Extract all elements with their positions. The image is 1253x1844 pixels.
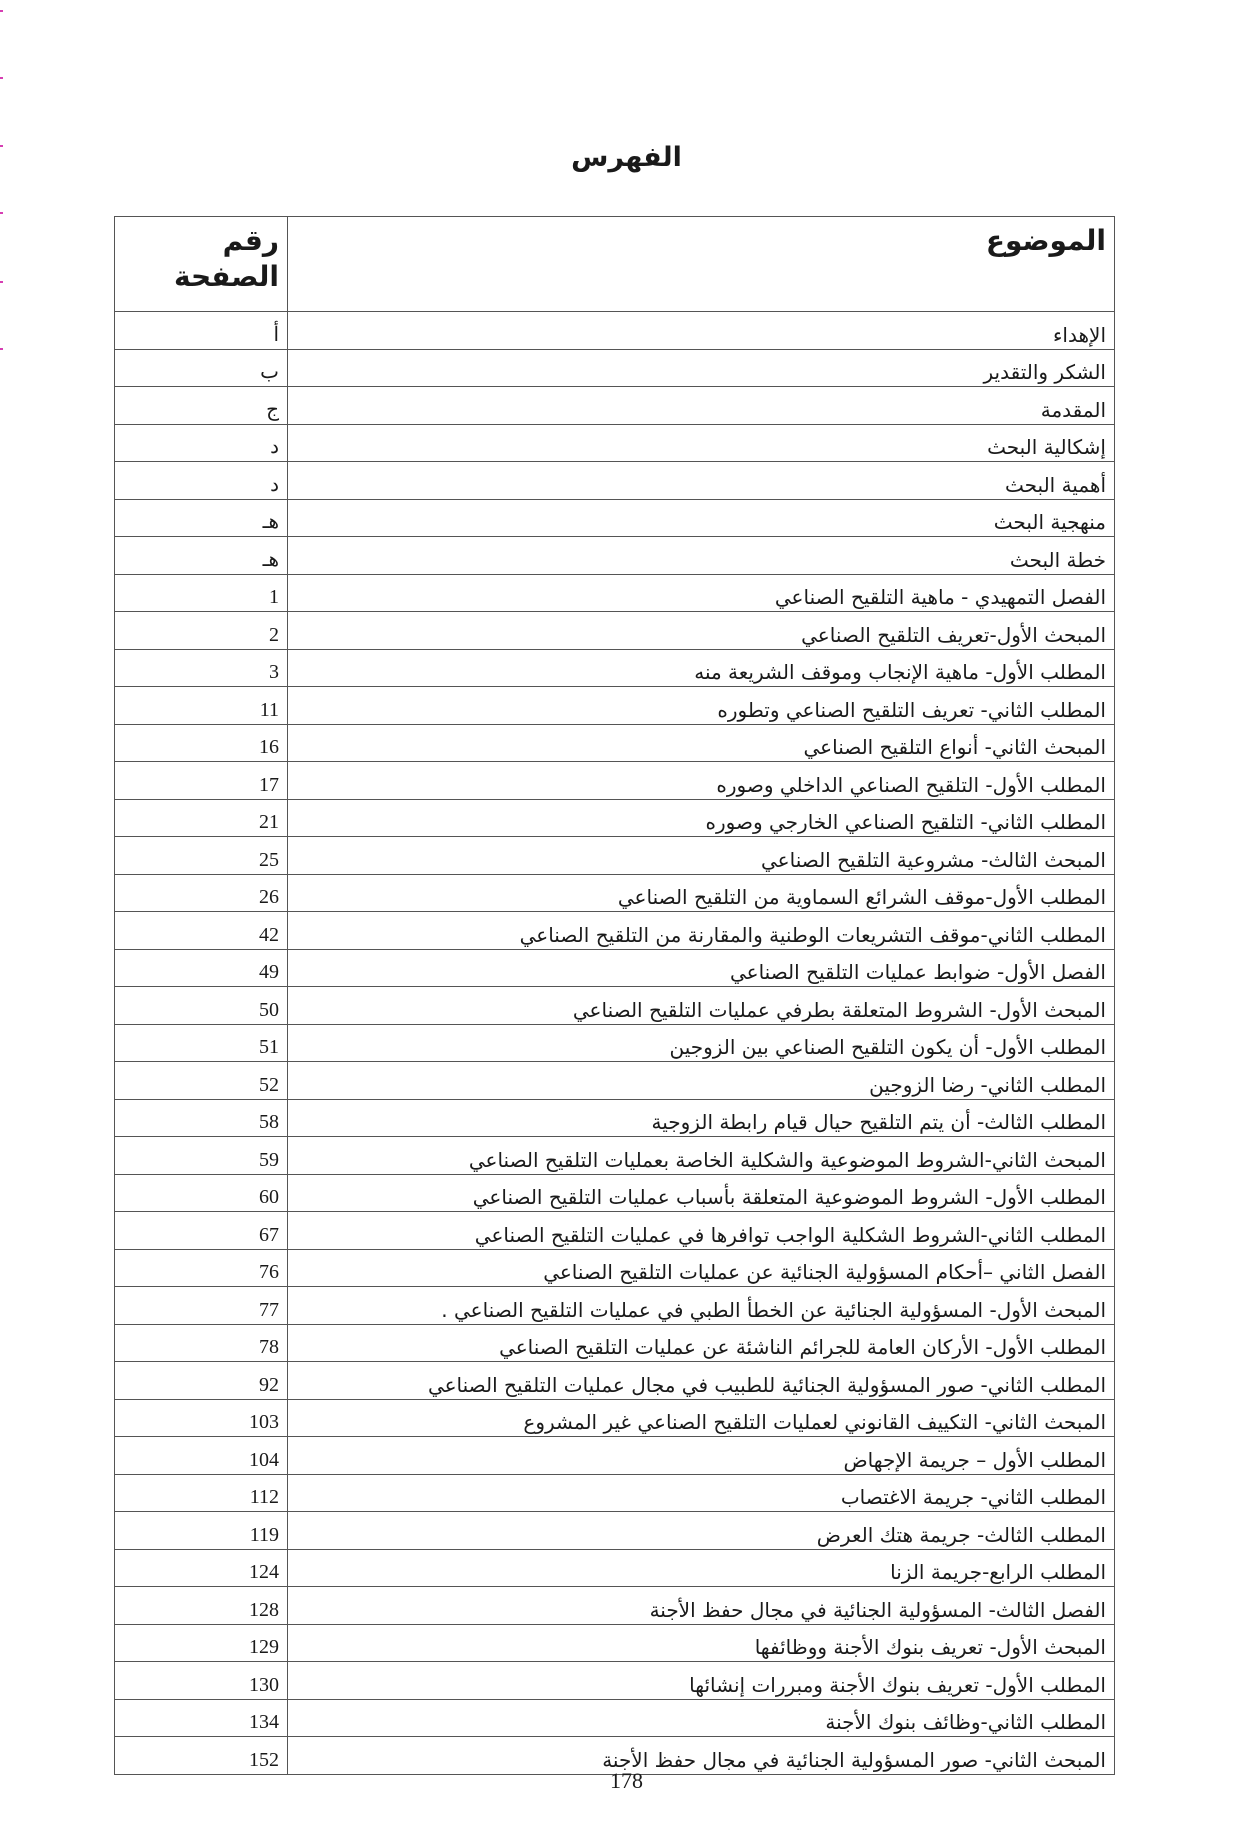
topic-cell: المطلب الثاني-الشروط الشكلية الواجب توافرها في عمليات التلقيح الصناعي: [288, 1212, 1115, 1250]
table-row: [115, 1474, 1115, 1512]
page-cell: 76: [115, 1249, 288, 1287]
topic-cell: المطلب الثاني- صور المسؤولية الجنائية للطبيب في مجال عمليات التلقيح الصناعي: [288, 1362, 1115, 1400]
edge-mark: [0, 348, 3, 350]
page-cell: 11: [115, 687, 288, 725]
page-cell: هـ: [115, 537, 288, 575]
edge-mark: [0, 10, 3, 12]
table-row: [115, 349, 1115, 387]
table-row: [115, 1362, 1115, 1400]
page-cell: 3: [115, 649, 288, 687]
table-row: [115, 1549, 1115, 1587]
topic-cell: المطلب الثالث- جريمة هتك العرض: [288, 1512, 1115, 1550]
table-row: [115, 837, 1115, 875]
table-row: [115, 1587, 1115, 1625]
table-row: [115, 1399, 1115, 1437]
topic-cell: المبحث الأول- تعريف بنوك الأجنة ووظائفها: [288, 1624, 1115, 1662]
topic-cell: المطلب الثاني-موقف التشريعات الوطنية والمقارنة من التلقيح الصناعي: [288, 912, 1115, 950]
topic-cell: المبحث الأول- الشروط المتعلقة بطرفي عمليات التلقيح الصناعي: [288, 987, 1115, 1025]
page-cell: أ: [115, 312, 288, 350]
topic-cell: المبحث الأول-تعريف التلقيح الصناعي: [288, 612, 1115, 650]
table-row: [115, 724, 1115, 762]
page-cell: 152: [115, 1737, 288, 1775]
page-cell: 17: [115, 762, 288, 800]
edge-mark: [0, 212, 3, 214]
table-row: [115, 687, 1115, 725]
table-row: [115, 799, 1115, 837]
page-cell: 130: [115, 1662, 288, 1700]
column-header-topic: الموضوع: [288, 217, 1115, 312]
page-cell: 103: [115, 1399, 288, 1437]
table-row: [115, 1699, 1115, 1737]
topic-cell: المطلب الرابع-جريمة الزنا: [288, 1549, 1115, 1587]
table-of-contents: [114, 216, 1115, 1775]
topic-cell: المطلب الأول- الأركان العامة للجرائم الناشئة عن عمليات التلقيح الصناعي: [288, 1324, 1115, 1362]
topic-cell: المطلب الأول- تعريف بنوك الأجنة ومبررات إنشائها: [288, 1662, 1115, 1700]
table-row: [115, 612, 1115, 650]
topic-cell: إشكالية البحث: [288, 424, 1115, 462]
topic-cell: المبحث الأول- المسؤولية الجنائية عن الخطأ الطبي في عمليات التلقيح الصناعي .: [288, 1287, 1115, 1325]
page-cell: د: [115, 462, 288, 500]
page-cell: 128: [115, 1587, 288, 1625]
page-cell: 129: [115, 1624, 288, 1662]
topic-cell: الإهداء: [288, 312, 1115, 350]
page-cell: 16: [115, 724, 288, 762]
page-cell: 77: [115, 1287, 288, 1325]
table-row: [115, 949, 1115, 987]
table-row: [115, 1249, 1115, 1287]
topic-cell: المطلب الأول- أن يكون التلقيح الصناعي بين الزوجين: [288, 1024, 1115, 1062]
table-row: [115, 1662, 1115, 1700]
table-header-row: [115, 217, 1115, 312]
page-cell: 51: [115, 1024, 288, 1062]
page-number: 178: [610, 1768, 643, 1793]
table-row: [115, 912, 1115, 950]
table-row: [115, 1174, 1115, 1212]
page-cell: ج: [115, 387, 288, 425]
page-cell: 26: [115, 874, 288, 912]
table-row: [115, 499, 1115, 537]
table-row: [115, 649, 1115, 687]
page-cell: 1: [115, 574, 288, 612]
topic-cell: المطلب الأول- التلقيح الصناعي الداخلي وصوره: [288, 762, 1115, 800]
topic-cell: المقدمة: [288, 387, 1115, 425]
table-row: [115, 1212, 1115, 1250]
topic-cell: خطة البحث: [288, 537, 1115, 575]
topic-cell: المبحث الثاني-الشروط الموضوعية والشكلية الخاصة بعمليات التلقيح الصناعي: [288, 1137, 1115, 1175]
topic-cell: المطلب الثالث- أن يتم التلقيح حيال قيام رابطة الزوجية: [288, 1099, 1115, 1137]
table-body: [115, 312, 1115, 1775]
table-row: [115, 987, 1115, 1025]
page-cell: د: [115, 424, 288, 462]
table-row: [115, 1062, 1115, 1100]
topic-cell: الفصل الثالث- المسؤولية الجنائية في مجال حفظ الأجنة: [288, 1587, 1115, 1625]
table-row: [115, 874, 1115, 912]
topic-cell: المطلب الأول- الشروط الموضوعية المتعلقة بأسباب عمليات التلقيح الصناعي: [288, 1174, 1115, 1212]
page-cell: 59: [115, 1137, 288, 1175]
table-row: [115, 537, 1115, 575]
table-row: [115, 1624, 1115, 1662]
page-cell: 124: [115, 1549, 288, 1587]
page-cell: 21: [115, 799, 288, 837]
topic-cell: المطلب الأول- ماهية الإنجاب وموقف الشريعة منه: [288, 649, 1115, 687]
page-cell: 60: [115, 1174, 288, 1212]
page-title: الفهرس: [571, 142, 682, 173]
topic-cell: الفصل التمهيدي - ماهية التلقيح الصناعي: [288, 574, 1115, 612]
page-cell: 78: [115, 1324, 288, 1362]
page-cell: 50: [115, 987, 288, 1025]
page-cell: 112: [115, 1474, 288, 1512]
edge-mark: [0, 281, 3, 283]
page-cell: 2: [115, 612, 288, 650]
table-row: [115, 1324, 1115, 1362]
table-row: [115, 574, 1115, 612]
page-cell: 92: [115, 1362, 288, 1400]
table-row: [115, 1099, 1115, 1137]
topic-cell: المبحث الثاني- صور المسؤولية الجنائية في مجال حفظ الأجنة: [288, 1737, 1115, 1775]
table-row: [115, 1437, 1115, 1475]
page-cell: 52: [115, 1062, 288, 1100]
topic-cell: المطلب الثاني- تعريف التلقيح الصناعي وتطوره: [288, 687, 1115, 725]
topic-cell: المبحث الثاني- أنواع التلقيح الصناعي: [288, 724, 1115, 762]
topic-cell: المبحث الثاني- التكييف القانوني لعمليات التلقيح الصناعي غير المشروع: [288, 1399, 1115, 1437]
table-row: [115, 424, 1115, 462]
topic-cell: المطلب الثاني- التلقيح الصناعي الخارجي وصوره: [288, 799, 1115, 837]
edge-mark: [0, 77, 3, 79]
table-row: [115, 1137, 1115, 1175]
column-header-page: رقم الصفحة: [115, 217, 288, 312]
topic-cell: أهمية البحث: [288, 462, 1115, 500]
page-cell: هـ: [115, 499, 288, 537]
table-row: [115, 462, 1115, 500]
topic-cell: منهجية البحث: [288, 499, 1115, 537]
page-cell: 104: [115, 1437, 288, 1475]
table-row: [115, 762, 1115, 800]
topic-cell: الفصل الثاني –أحكام المسؤولية الجنائية عن عمليات التلقيح الصناعي: [288, 1249, 1115, 1287]
page-cell: 67: [115, 1212, 288, 1250]
table-row: [115, 1287, 1115, 1325]
page-cell: 134: [115, 1699, 288, 1737]
table-row: [115, 1512, 1115, 1550]
page-cell: 49: [115, 949, 288, 987]
topic-cell: الفصل الأول- ضوابط عمليات التلقيح الصناعي: [288, 949, 1115, 987]
page-cell: 58: [115, 1099, 288, 1137]
topic-cell: المطلب الثاني- رضا الزوجين: [288, 1062, 1115, 1100]
table-row: [115, 312, 1115, 350]
page-cell: ب: [115, 349, 288, 387]
table-row: [115, 1024, 1115, 1062]
topic-cell: المطلب الأول-موقف الشرائع السماوية من التلقيح الصناعي: [288, 874, 1115, 912]
table-row: [115, 387, 1115, 425]
topic-cell: المطلب الثاني- جريمة الاغتصاب: [288, 1474, 1115, 1512]
topic-cell: الشكر والتقدير: [288, 349, 1115, 387]
topic-cell: المطلب الثاني-وظائف بنوك الأجنة: [288, 1699, 1115, 1737]
page-cell: 119: [115, 1512, 288, 1550]
page-cell: 25: [115, 837, 288, 875]
scan-edge-marks: [0, 0, 6, 1844]
topic-cell: المطلب الأول – جريمة الإجهاض: [288, 1437, 1115, 1475]
topic-cell: المبحث الثالث- مشروعية التلقيح الصناعي: [288, 837, 1115, 875]
page-cell: 42: [115, 912, 288, 950]
